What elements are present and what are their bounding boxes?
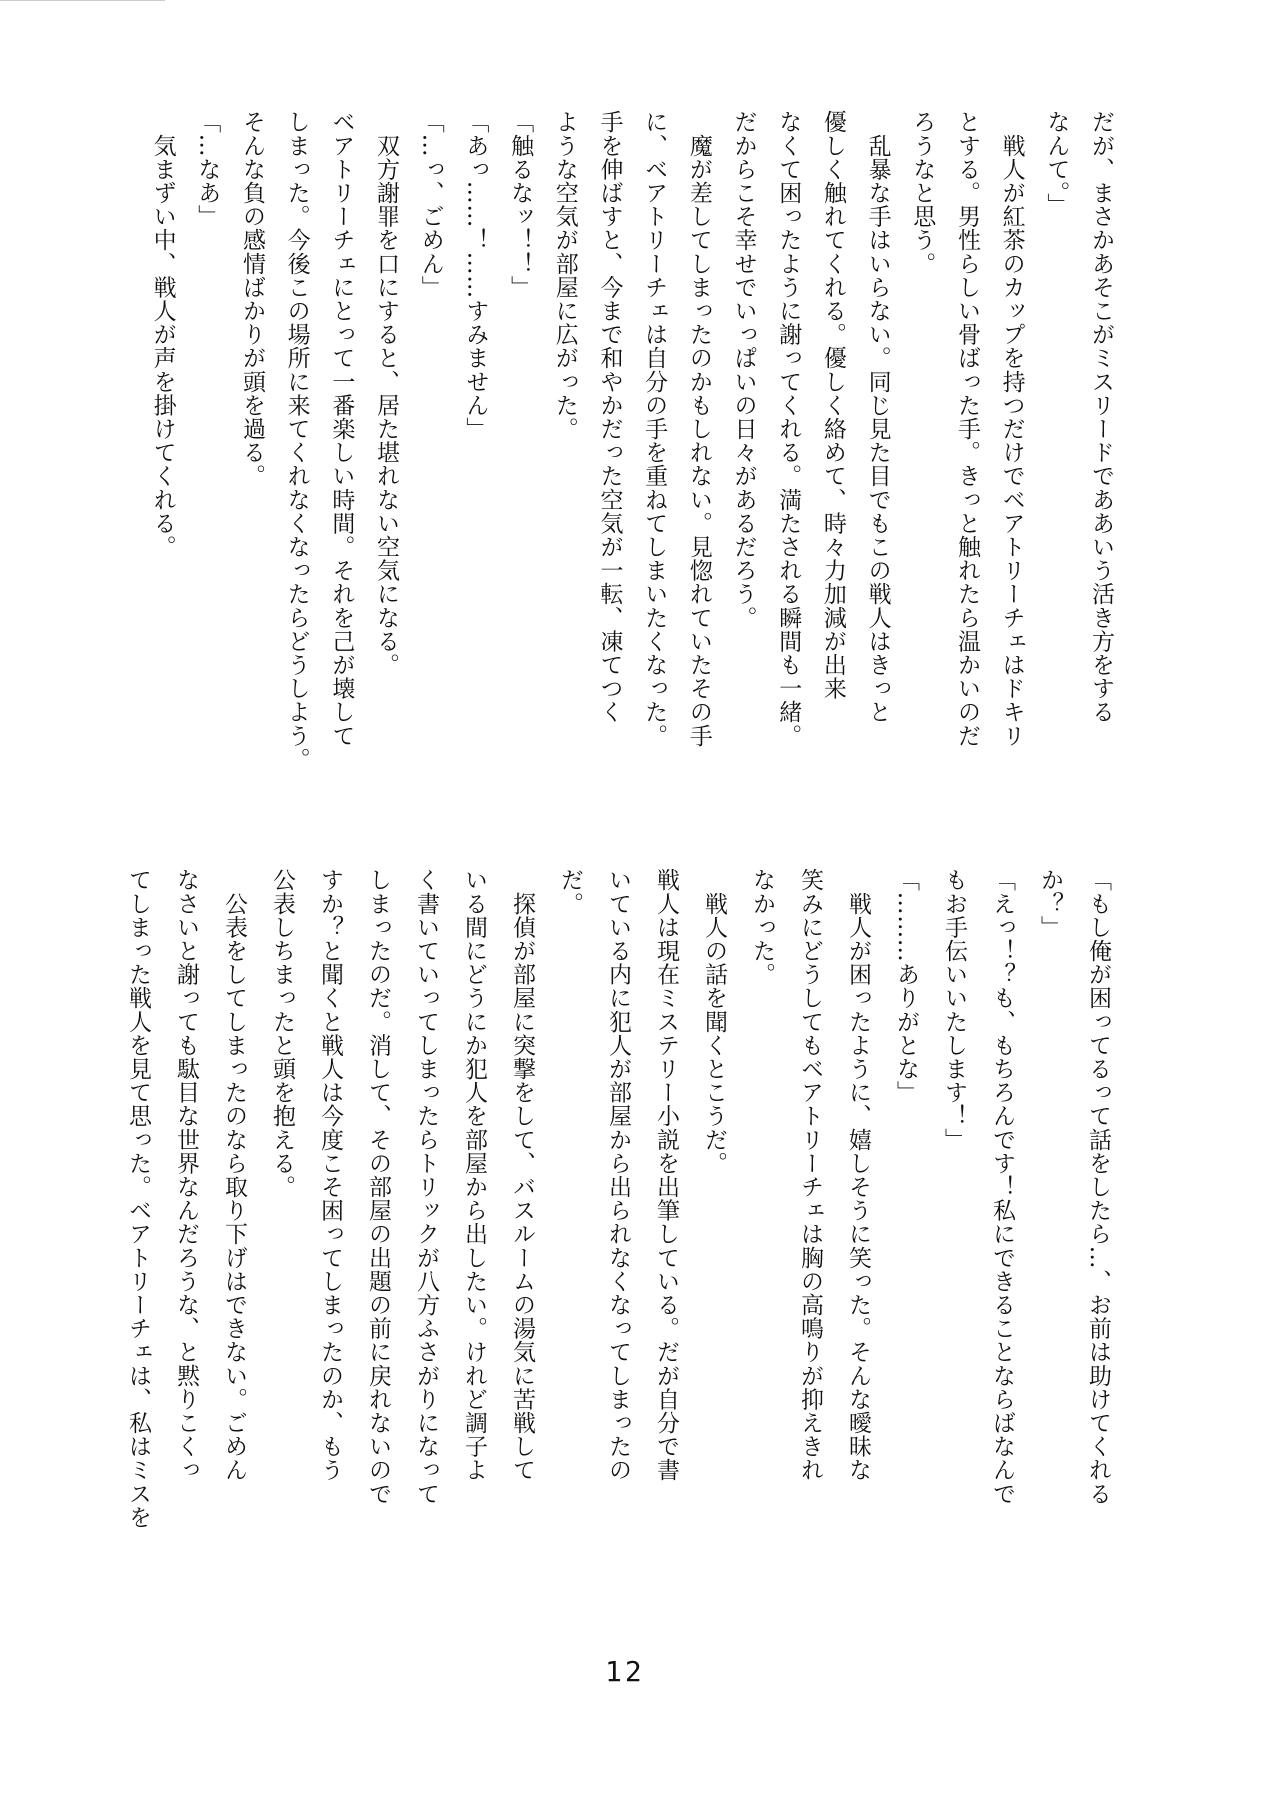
text-column: ろうなと思う。: [909, 110, 936, 276]
text-column: ような空気が部屋に広がった。: [551, 110, 578, 441]
text-column: 双方謝罪を口にすると、居た堪れない空気になる。: [373, 110, 399, 677]
text-column: 戦人が紅茶のカップを持つだけでベアトリーチェはドキリ: [998, 110, 1025, 748]
page-number: 12: [605, 1655, 645, 1688]
text-column: なんて。」: [1043, 110, 1070, 217]
text-column: もお手伝いいたします！」: [941, 868, 967, 1152]
text-column: 魔が差してしまったのかもしれない。見惚れていたその手: [685, 110, 712, 748]
text-column: だからこそ幸せでいっぱいの日々があるだろう。: [730, 110, 757, 630]
text-column: 手を伸ばすと、今まで和やかだった空気が一転、凍てつく: [596, 110, 623, 724]
text-column: そんな負の感情ばかりが頭を過る。: [238, 110, 265, 488]
text-column: 気まずい中、戦人が声を掛けてくれる。: [149, 110, 176, 559]
text-column: 探偵が部屋に突撃をして、バスルームの湯気に苦戦して: [509, 868, 535, 1482]
text-column: に、ベアトリーチェは自分の手を重ねてしまいたくなった。: [641, 110, 668, 748]
text-column: 「…っ、ごめん」: [417, 110, 444, 299]
text-column: 「もし俺が困ってるって話をしたら…、お前は助けてくれる: [1085, 868, 1111, 1506]
text-column: しまったのだ。消して、その部屋の出題の前に戻れないので: [365, 868, 391, 1506]
text-column: すか？と聞くと戦人は今度こそ困ってしまったのか、もう: [317, 868, 343, 1482]
text-column: 公表しちまったと頭を抱える。: [269, 868, 295, 1199]
text-column: なくて困ったように謝ってくれる。満たされる瞬間も一緒。: [775, 110, 802, 748]
text-column: なかった。: [749, 868, 775, 986]
text-column: いている内に犯人が部屋から出られなくなってしまったの: [605, 868, 631, 1482]
text-column: なさいと謝っても駄目な世界なんだろうな、と黙りこくっ: [173, 868, 199, 1482]
text-column: とする。男性らしい骨ばった手。きっと触れたら温かいのだ: [953, 110, 980, 748]
text-column: 戦人が困ったように、嬉しそうに笑った。そんな曖昧な: [845, 868, 871, 1482]
text-column: 公表をしてしまったのなら取り下げはできない。ごめん: [221, 868, 247, 1482]
text-column: く書いていってしまったらトリックが八方ふさがりになって: [413, 868, 439, 1506]
text-column: 「触るなッ！！」: [507, 110, 534, 299]
text-column: いる間にどうにか犯人を部屋から出したい。けれど調子よ: [461, 868, 487, 1482]
text-column: 乱暴な手はいらない。同じ見た目でもこの戦人はきっと: [864, 110, 891, 724]
scan-edge-line: [0, 0, 165, 1]
text-column: 「えっ！？も、もちろんです！私にできることならばなんで: [989, 868, 1015, 1506]
text-column: 笑みにどうしてもベアトリーチェは胸の高鳴りが抑えきれ: [797, 868, 823, 1482]
text-column: 戦人は現在ミステリー小説を出筆している。だが自分で書: [653, 868, 679, 1482]
text-column: 戦人の話を聞くとこうだ。: [701, 868, 727, 1175]
text-column: 「………ありがとな」: [893, 868, 919, 1104]
text-column: か？」: [1037, 868, 1063, 939]
text-column: だ。: [557, 868, 583, 916]
text-column: だが、まさかあそこがミスリードでああいう活き方をする: [1088, 110, 1114, 724]
text-column: ベアトリーチェにとって一番楽しい時間。それを己が壊して: [328, 110, 355, 748]
text-column: しまった。今後この場所に来てくれなくなったらどうしよう。: [283, 110, 310, 771]
text-block-upper: [139, 110, 1123, 810]
text-column: 「あっ……！……すみません」: [462, 110, 489, 441]
text-column: 「…なあ」: [194, 110, 221, 228]
text-column: 優しく触れてくれる。優しく絡めて、時々力加減が出来: [819, 110, 846, 700]
text-block-lower: [114, 868, 1122, 1628]
text-column: てしまった戦人を見て思った。ベアトリーチェは、私はミスを: [125, 868, 151, 1529]
